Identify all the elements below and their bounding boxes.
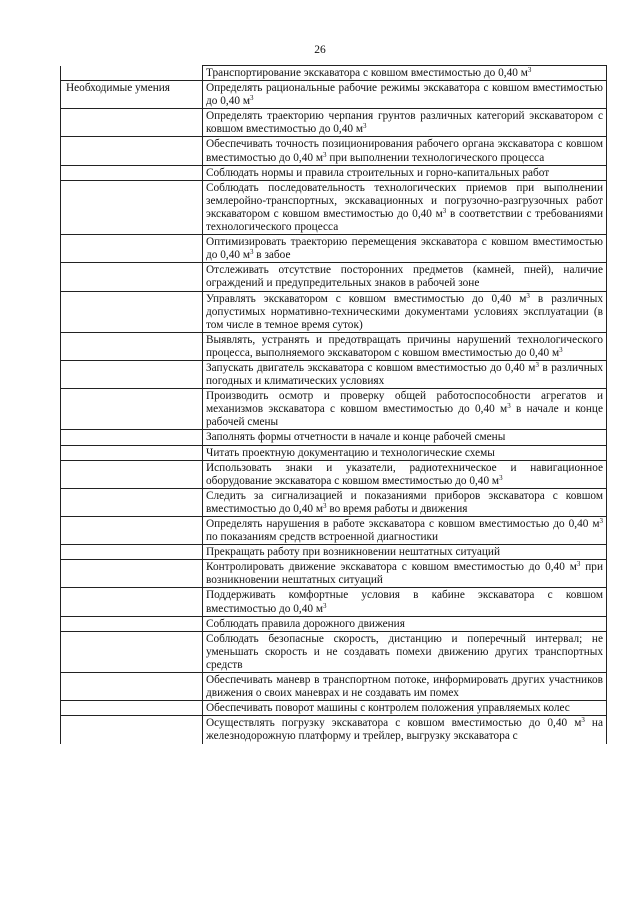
skill-text-cell <box>203 180 607 234</box>
table-row <box>61 180 607 234</box>
skill-text-cell <box>203 332 607 360</box>
row-label-cell <box>61 701 203 716</box>
table-row <box>61 673 607 701</box>
skill-text-cell <box>203 616 607 631</box>
skill-text: Контролировать движение экскаватора с ковшом вместимостью до 0,40 м <box>206 561 577 574</box>
skill-text: Заполнять формы отчетности в начале и конце рабочей смены <box>206 431 506 444</box>
skill-text-cell <box>203 137 607 165</box>
table-row <box>61 332 607 360</box>
section-label: Необходимые умения <box>66 82 170 95</box>
skill-text-cell <box>203 389 607 430</box>
row-label-cell <box>61 332 203 360</box>
skill-text-cell <box>203 109 607 137</box>
unit-superscript: 3 <box>363 122 367 131</box>
table-row <box>61 137 607 165</box>
skill-text: Соблюдать нормы и правила строительных и горно-капитальных работ <box>206 166 550 179</box>
skill-text: Читать проектную документацию и технологические схемы <box>206 446 495 459</box>
table-row <box>61 389 607 430</box>
skill-text: Выявлять, устранять и предотвращать причины нарушений технологического процесса, выполняемого экскаватором с ковшом вместимостью до 0,40 м <box>206 333 603 359</box>
table-row <box>61 263 607 291</box>
skill-text-continued: при возникновении нештатных ситуаций <box>206 561 603 587</box>
skill-text: Производить осмотр и проверку общей работоспособности агрегатов и механизмов экскаватора с ковшом вместимостью до 0,40 м <box>206 390 603 416</box>
skill-text-cell <box>203 701 607 716</box>
table-row <box>61 631 607 672</box>
row-label-cell <box>61 673 203 701</box>
skill-text-cell <box>203 66 607 81</box>
skill-text-cell <box>203 673 607 701</box>
skill-text: Обеспечивать поворот машины с контролем положения управляемых колес <box>206 702 570 715</box>
table-row <box>61 165 607 180</box>
row-label-cell <box>61 616 203 631</box>
row-label-cell <box>61 588 203 616</box>
skill-text: Следить за сигнализацией и показаниями приборов экскаватора с ковшом вместимостью до 0,40 м <box>206 489 603 515</box>
table-row <box>61 616 607 631</box>
unit-superscript: 3 <box>535 360 539 369</box>
skill-text-continued: в различных погодных и климатических условиях <box>206 361 603 388</box>
row-label-cell <box>61 165 203 180</box>
skill-text: Оптимизировать траекторию перемещения экскаватора с ковшом вместимостью до 0,40 м <box>206 236 603 262</box>
row-label-cell <box>61 545 203 560</box>
skill-text-cell <box>203 631 607 672</box>
skill-text-cell <box>203 517 607 545</box>
skill-text-cell <box>203 81 607 109</box>
skill-text-continued: в начале и конце рабочей смены <box>206 403 603 429</box>
unit-superscript: 3 <box>323 501 327 510</box>
unit-superscript: 3 <box>527 66 532 74</box>
skill-text-cell <box>203 445 607 460</box>
unit-superscript: 3 <box>581 716 585 725</box>
row-label-cell <box>61 81 203 109</box>
skill-text-continued: в соответствии с требованиями технологического процесса <box>206 207 603 234</box>
row-label-cell <box>61 430 203 445</box>
table-row <box>61 488 607 516</box>
unit-superscript: 3 <box>576 560 581 569</box>
unit-superscript: 3 <box>249 248 254 257</box>
unit-superscript: 3 <box>526 291 530 300</box>
table-row <box>61 360 607 388</box>
skill-text: Соблюдать последовательность технологических приемов при выполнении землеройно-транспортных, экскавационных и погрузочно-разгрузочных работ экскаватором с ковшом вместимостью до 0,40 м <box>206 181 603 220</box>
row-label-cell <box>61 263 203 291</box>
unit-superscript: 3 <box>249 94 254 103</box>
skill-text: Запускать двигатель экскаватора с ковшом вместимостью до 0,40 м <box>206 361 536 374</box>
skill-text-cell <box>203 588 607 616</box>
skill-text: Осуществлять погрузку экскаватора с ковшом вместимостью до 0,40 м <box>206 717 582 730</box>
row-label-cell <box>61 460 203 488</box>
skill-text-cell <box>203 488 607 516</box>
row-label-cell <box>61 66 203 81</box>
row-label-cell <box>61 389 203 430</box>
unit-superscript: 3 <box>559 345 563 354</box>
skill-text-cell <box>203 165 607 180</box>
row-label-cell <box>61 488 203 516</box>
unit-superscript: 3 <box>599 517 603 525</box>
table-row <box>61 81 607 109</box>
table-row <box>61 235 607 263</box>
unit-superscript: 3 <box>507 402 511 411</box>
row-label-cell <box>61 360 203 388</box>
skill-text-cell <box>203 460 607 488</box>
table-row <box>61 701 607 716</box>
skill-text-continued: по показаниям средств встроенной диагностики <box>206 531 439 544</box>
skill-text-cell <box>203 716 607 744</box>
table-row <box>61 430 607 445</box>
skill-text-continued: в различных допустимых нормативно-техническими документами условиях эксплуатации (в том числе в темное время суток) <box>206 292 603 331</box>
table-row <box>61 517 607 545</box>
skill-text-continued: на железнодорожную платформу и трейлер, выгрузку экскаватора с <box>206 717 603 743</box>
row-label-cell <box>61 716 203 744</box>
skill-text: Транспортирование экскаватора с ковшом вместимостью до 0,40 м <box>206 67 528 79</box>
table-row <box>61 66 607 81</box>
skill-text: Управлять экскаватором с ковшом вместимостью до 0,40 м <box>206 292 527 305</box>
row-label-cell <box>61 180 203 234</box>
skill-text: Соблюдать правила дорожного движения <box>206 617 405 630</box>
table-row <box>61 291 607 332</box>
skill-text: Поддерживать комфортные условия в кабине экскаватора с ковшом вместимостью до 0,40 м <box>206 589 603 615</box>
row-label-cell <box>61 109 203 137</box>
skill-text-continued: в забое <box>253 249 291 262</box>
page-number: 26 <box>314 44 326 56</box>
row-label-cell <box>61 291 203 332</box>
skill-text-cell <box>203 291 607 332</box>
row-label-cell <box>61 560 203 588</box>
table-row <box>61 588 607 616</box>
skill-text: Прекращать работу при возникновении нештатных ситуаций <box>206 546 501 559</box>
skill-text: Соблюдать безопасные скорость, дистанцию и поперечный интервал; не уменьшать скорость и не создавать помехи движению других транспортных средств <box>206 632 603 671</box>
row-label-cell <box>61 445 203 460</box>
skill-text-cell <box>203 235 607 263</box>
skill-text: Обеспечивать точность позиционирования рабочего органа экскаватора с ковшом вместимостью до 0,40 м <box>206 138 603 164</box>
skill-text-cell <box>203 430 607 445</box>
skill-text: Определять траекторию черпания грунтов различных категорий экскаватором с ковшом вместимостью до 0,40 м <box>206 110 603 136</box>
row-label-cell <box>61 235 203 263</box>
skill-text-cell <box>203 560 607 588</box>
skill-text: Определять рациональные рабочие режимы экскаватора с ковшом вместимостью до 0,40 м <box>206 82 603 108</box>
table-row <box>61 445 607 460</box>
table-row <box>61 109 607 137</box>
skill-text-cell <box>203 545 607 560</box>
skill-text: Определять нарушения в работе экскаватора с ковшом вместимостью до 0,40 м <box>206 518 600 530</box>
skill-text: Использовать знаки и указатели, радиотехническое и навигационное оборудование экскаватора с ковшом вместимостью до 0,40 м <box>206 461 603 487</box>
row-label-cell <box>61 517 203 545</box>
skills-table <box>60 65 607 744</box>
skill-text-cell <box>203 263 607 291</box>
row-label-cell <box>61 137 203 165</box>
unit-superscript: 3 <box>323 150 327 159</box>
skill-text-cell <box>203 360 607 388</box>
table-row <box>61 460 607 488</box>
skill-text: Отслеживать отсутствие посторонних предметов (камней, пней), наличие ограждений и предупредительных знаков в рабочей зоне <box>206 264 603 290</box>
skill-text-continued: при выполнении технологического процесса <box>326 151 545 164</box>
skill-text-continued: во время работы и движения <box>326 502 468 515</box>
unit-superscript: 3 <box>323 601 327 610</box>
unit-superscript: 3 <box>442 206 447 215</box>
table-row <box>61 716 607 744</box>
unit-superscript: 3 <box>499 473 503 482</box>
table-row <box>61 560 607 588</box>
row-label-cell <box>61 631 203 672</box>
table-row <box>61 545 607 560</box>
skill-text: Обеспечивать маневр в транспортном потоке, информировать других участников движения о своих маневрах и не создавать им помех <box>206 674 603 700</box>
